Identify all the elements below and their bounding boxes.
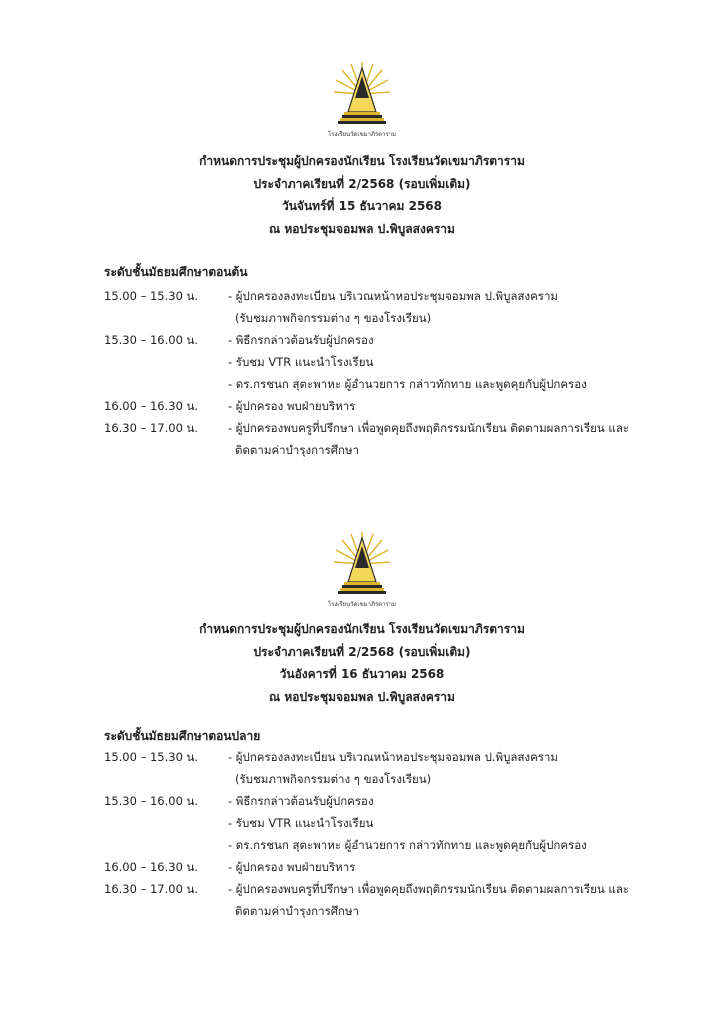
agenda-item: - ผู้ปกครองพบครูที่ปรึกษา เพื่อพูดคุยถึงพฤติกรรมนักเรียน ติดตามผลการเรียน และ [228,882,630,896]
agenda-item: (รับชมภาพกิจกรรมต่าง ๆ ของโรงเรียน) [235,772,432,786]
meeting-title: กำหนดการประชุมผู้ปกครองนักเรียน โรงเรียนวัดเขมาภิรตาราม [199,154,525,168]
meeting-title-block [0,618,724,708]
agenda-row [104,856,684,878]
agenda-row [104,834,684,856]
agenda-time: 15.00 – 15.30 น. [104,750,199,764]
agenda-time: 16.00 – 16.30 น. [104,399,199,413]
agenda-row [104,373,684,395]
agenda-item: - ดร.กรชนก สุตะพาหะ ผู้อำนวยการ กล่าวทักทาย และพูดคุยกับผู้ปกครอง [228,377,587,391]
agenda-row [104,307,684,329]
agenda-item: - ผู้ปกครอง พบฝ่ายบริหาร [228,860,356,874]
school-emblem-icon [331,528,393,598]
agenda-time: 15.30 – 16.00 น. [104,333,199,347]
agenda-row [104,395,684,417]
meeting-venue: ณ หอประชุมจอมพล ป.พิบูลสงคราม [269,221,455,236]
agenda-item: ติดตามค่าบำรุงการศึกษา [235,443,360,457]
agenda-item: (รับชมภาพกิจกรรมต่าง ๆ ของโรงเรียน) [235,311,432,325]
agenda-item: - ผู้ปกครอง พบฝ่ายบริหาร [228,399,356,413]
agenda-time: 15.30 – 16.00 น. [104,794,199,808]
agenda-list [104,746,684,922]
school-emblem-icon [331,58,393,128]
agenda-item: - ผู้ปกครองลงทะเบียน บริเวณหน้าหอประชุมจอมพล ป.พิบูลสงคราม [228,750,558,764]
agenda-item: - พิธีกรกล่าวต้อนรับผู้ปกครอง [228,333,374,347]
meeting-title: กำหนดการประชุมผู้ปกครองนักเรียน โรงเรียนวัดเขมาภิรตาราม [199,622,525,636]
agenda-row [104,439,684,461]
agenda-row [104,351,684,373]
agenda-row [104,768,684,790]
meeting-venue: ณ หอประชุมจอมพล ป.พิบูลสงคราม [269,689,455,704]
agenda-row [104,285,684,307]
meeting-term: ประจำภาคเรียนที่ 2/2568 (รอบเพิ่มเติม) [253,176,471,191]
logo-caption: โรงเรียนวัดเขมาภิรตาราม [328,131,396,138]
agenda-item: - ผู้ปกครองพบครูที่ปรึกษา เพื่อพูดคุยถึงพฤติกรรมนักเรียน ติดตามผลการเรียน และ [228,421,630,435]
agenda-item: - ผู้ปกครองลงทะเบียน บริเวณหน้าหอประชุมจอมพล ป.พิบูลสงคราม [228,289,558,303]
agenda-row [104,900,684,922]
agenda-item: ติดตามค่าบำรุงการศึกษา [235,904,360,918]
level-heading: ระดับชั้นมัธยมศึกษาตอนต้น [104,265,248,279]
agenda-item: - พิธีกรกล่าวต้อนรับผู้ปกครอง [228,794,374,808]
agenda-row [104,746,684,768]
agenda-time: 16.30 – 17.00 น. [104,421,199,435]
logo-caption: โรงเรียนวัดเขมาภิรตาราม [328,601,396,608]
meeting-title-block [0,150,724,240]
agenda-row [104,878,684,900]
meeting-term: ประจำภาคเรียนที่ 2/2568 (รอบเพิ่มเติม) [253,644,471,659]
agenda-row [104,812,684,834]
agenda-item: - รับชม VTR แนะนำโรงเรียน [228,355,374,369]
level-heading: ระดับชั้นมัธยมศึกษาตอนปลาย [104,729,261,743]
agenda-time: 16.30 – 17.00 น. [104,882,199,896]
agenda-row [104,417,684,439]
agenda-row [104,329,684,351]
school-logo [322,58,402,139]
meeting-date: วันอังคารที่ 16 ธันวาคม 2568 [279,667,445,681]
agenda-time: 16.00 – 16.30 น. [104,860,199,874]
meeting-date: วันจันทร์ที่ 15 ธันวาคม 2568 [281,199,442,213]
agenda-list [104,285,684,461]
agenda-time: 15.00 – 15.30 น. [104,289,199,303]
agenda-row [104,790,684,812]
agenda-item: - รับชม VTR แนะนำโรงเรียน [228,816,374,830]
school-logo [322,528,402,609]
agenda-item: - ดร.กรชนก สุตะพาหะ ผู้อำนวยการ กล่าวทักทาย และพูดคุยกับผู้ปกครอง [228,838,587,852]
